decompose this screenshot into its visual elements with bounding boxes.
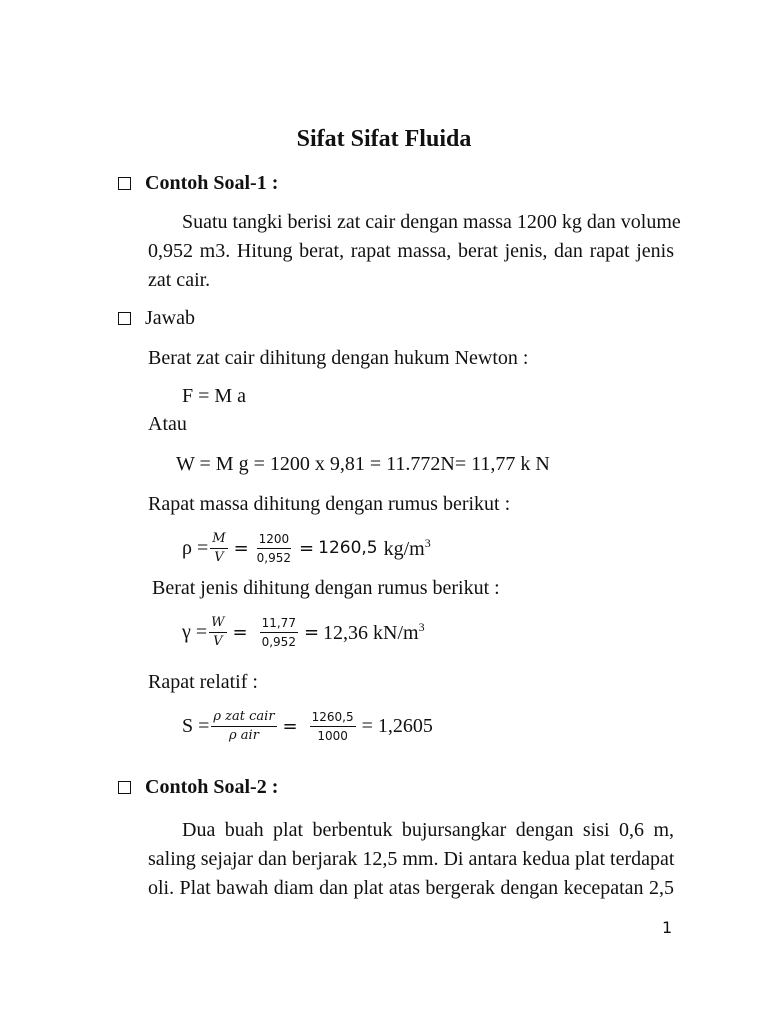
section-heading-jawab — [118, 304, 195, 332]
formula-gamma: γ = $\frac{W}{V}$ = $\frac{11,77}{0,952}$ = 12,36 $kN/m^3$ — [182, 614, 425, 649]
rho-den1: V — [214, 549, 224, 565]
jawab-heading-text: Jawab — [145, 307, 195, 329]
soal2-heading-text: Contoh Soal-2 : — [145, 776, 279, 798]
checkbox-icon — [118, 312, 131, 325]
formula-s: S = $\frac{\text{ρ zat cair}}{\text{ρ air}}$ = $\frac{1260,5}{1000}$ = 1,2605 — [182, 708, 433, 743]
gamma-num1: W — [209, 614, 226, 633]
checkbox-icon — [118, 781, 131, 794]
rho-result: 1260,5 — [318, 538, 378, 558]
gamma-den1: V — [213, 633, 223, 649]
section-heading-soal1 — [118, 172, 278, 195]
atau-text: Atau — [148, 413, 187, 435]
soal1-heading-text: Contoh Soal-1 : — [145, 172, 279, 194]
rho-lhs: ρ = — [182, 536, 209, 559]
s-result: = 1,2605 — [361, 714, 433, 737]
rho-fraction-2 — [255, 530, 293, 567]
page-title: Sifat Sifat Fluida — [296, 126, 472, 152]
gamma-fraction-2 — [260, 614, 298, 651]
gamma-fraction-1 — [209, 614, 226, 651]
gamma-lhs: γ = — [182, 620, 208, 643]
soal1-paragraph — [148, 208, 681, 295]
gamma-result: 12,36 $kN/m^3$ — [323, 619, 425, 644]
rapat-relatif-text: Rapat relatif : — [148, 671, 258, 693]
soal2-line-1: Dua buah plat berbentuk bujursangkar dengan sisi 0,6 m, — [182, 819, 674, 841]
s-num1: ρ zat cair — [211, 708, 276, 727]
rho-num1: M — [210, 530, 227, 549]
formula-rho: ρ = $\frac{M}{V}$ = $\frac{1200}{0,952}$ = 1260,5 $kg/m^3$ — [182, 530, 431, 565]
s-lhs: S = — [182, 714, 210, 737]
s-fraction-2 — [310, 708, 356, 745]
soal2-line-3: oli. Plat bawah diam dan plat atas bergerak dengan kecepatan 2,5 — [148, 877, 674, 899]
berat-jenis-text: Berat jenis dihitung dengan rumus berikut : — [152, 577, 500, 599]
rho-den2: 0,952 — [256, 550, 292, 565]
formula-f: F = M a — [182, 385, 247, 407]
rapat-massa-text: Rapat massa dihitung dengan rumus berikut : — [148, 493, 511, 515]
rho-num2: 1200 — [257, 530, 292, 549]
s-den2: 1000 — [317, 728, 348, 743]
section-heading-soal2 — [118, 776, 278, 799]
formula-w: W = M g = 1200 x 9,81 = 11.772N= 11,77 k N — [176, 453, 550, 475]
soal1-line-3: zat cair. — [148, 269, 211, 291]
jawab-intro: Berat zat cair dihitung dengan hukum Newton : — [148, 347, 529, 369]
soal1-line-2: 0,952 m3. Hitung berat, rapat massa, berat jenis, dan rapat jenis — [148, 240, 674, 262]
gamma-den2: 0,952 — [261, 634, 296, 649]
soal2-paragraph — [148, 816, 674, 903]
rho-fraction-1 — [210, 530, 227, 567]
rho-unit: $kg/m^3$ — [383, 535, 431, 560]
gamma-num2: 11,77 — [260, 614, 298, 633]
page-number: 1 — [662, 918, 673, 937]
s-den1: ρ air — [229, 727, 259, 743]
checkbox-icon — [118, 177, 131, 190]
soal2-line-2: saling sejajar dan berjarak 12,5 mm. Di antara kedua plat terdapat — [148, 848, 675, 870]
s-num2: 1260,5 — [310, 708, 356, 727]
soal1-line-1: Suatu tangki berisi zat cair dengan massa 1200 kg dan volume — [182, 211, 681, 233]
s-fraction-1 — [211, 708, 276, 745]
